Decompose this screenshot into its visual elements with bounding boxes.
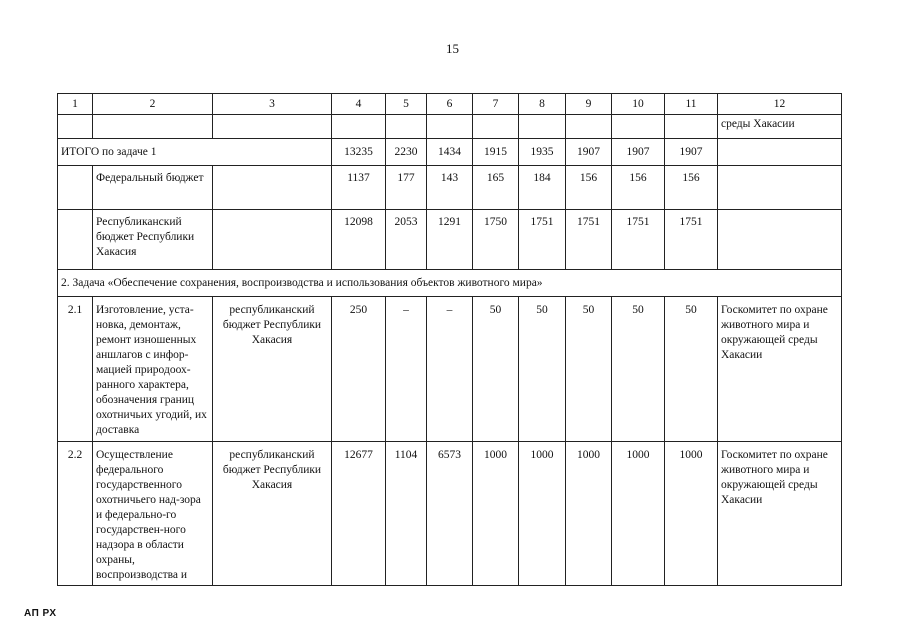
federal-budget-row — [58, 166, 842, 210]
value-cell: 1750 — [473, 210, 519, 270]
header-cell: 1 — [58, 94, 93, 115]
value-cell: 1000 — [665, 442, 718, 586]
footer-mark: АП РХ — [24, 608, 57, 619]
value-cell: 50 — [566, 297, 612, 442]
value-cell: – — [386, 297, 427, 442]
value-cell: 50 — [612, 297, 665, 442]
funding-source: республиканский бюджет Республики Хакасия — [213, 297, 332, 442]
header-row — [58, 94, 842, 115]
header-cell: 6 — [427, 94, 473, 115]
page-number: 15 — [446, 41, 459, 56]
executor-cell: среды Хакасии — [718, 115, 842, 139]
value-cell: 50 — [473, 297, 519, 442]
budget-label: Федеральный бюджет — [93, 166, 213, 210]
value-cell: 1907 — [665, 139, 718, 166]
value-cell: 13235 — [332, 139, 386, 166]
task-heading-row — [58, 270, 842, 297]
header-cell: 12 — [718, 94, 842, 115]
budget-label: Республиканский бюджет Республики Хакасия — [93, 210, 213, 270]
value-cell: 1907 — [566, 139, 612, 166]
value-cell: 143 — [427, 166, 473, 210]
value-cell: 1291 — [427, 210, 473, 270]
value-cell: 1104 — [386, 442, 427, 586]
header-cell: 3 — [213, 94, 332, 115]
total-row — [58, 139, 842, 166]
header-cell: 5 — [386, 94, 427, 115]
header-cell: 9 — [566, 94, 612, 115]
total-label: ИТОГО по задаче 1 — [58, 139, 332, 166]
value-cell: 1907 — [612, 139, 665, 166]
activity-description: Осуществление федерального государственного охотничьего над-зора и федерально-го государствен-ного надзора в области охраны, воспроизводства и — [93, 442, 213, 586]
value-cell: 1751 — [612, 210, 665, 270]
value-cell: 12098 — [332, 210, 386, 270]
value-cell: 1915 — [473, 139, 519, 166]
value-cell: 2053 — [386, 210, 427, 270]
value-cell: 12677 — [332, 442, 386, 586]
activity-row — [58, 442, 842, 586]
value-cell: 50 — [665, 297, 718, 442]
value-cell: 165 — [473, 166, 519, 210]
value-cell: 1751 — [519, 210, 566, 270]
header-cell: 8 — [519, 94, 566, 115]
item-number: 2.1 — [58, 297, 93, 442]
value-cell: 2230 — [386, 139, 427, 166]
value-cell: 156 — [665, 166, 718, 210]
activity-row — [58, 297, 842, 442]
value-cell: 1000 — [473, 442, 519, 586]
header-cell: 4 — [332, 94, 386, 115]
value-cell: 50 — [519, 297, 566, 442]
value-cell: 156 — [566, 166, 612, 210]
item-number: 2.2 — [58, 442, 93, 586]
republic-budget-row — [58, 210, 842, 270]
value-cell: – — [427, 297, 473, 442]
header-cell: 7 — [473, 94, 519, 115]
program-table — [57, 93, 842, 586]
value-cell: 1137 — [332, 166, 386, 210]
value-cell: 1751 — [665, 210, 718, 270]
value-cell: 1751 — [566, 210, 612, 270]
value-cell: 156 — [612, 166, 665, 210]
value-cell: 184 — [519, 166, 566, 210]
executor-cell: Госкомитет по охране животного мира и окружающей среды Хакасии — [718, 442, 842, 586]
header-cell: 2 — [93, 94, 213, 115]
value-cell: 1000 — [612, 442, 665, 586]
value-cell: 1000 — [566, 442, 612, 586]
value-cell: 1434 — [427, 139, 473, 166]
executor-cell: Госкомитет по охране животного мира и окружающей среды Хакасии — [718, 297, 842, 442]
value-cell: 250 — [332, 297, 386, 442]
value-cell: 1935 — [519, 139, 566, 166]
activity-description: Изготовление, уста-новка, демонтаж, ремонт изношенных аншлагов с инфор-мацией природоох-ранного характера, обозначения границ охотничьих угодий, их доставка — [93, 297, 213, 442]
value-cell: 177 — [386, 166, 427, 210]
header-cell: 10 — [612, 94, 665, 115]
value-cell: 1000 — [519, 442, 566, 586]
header-cell: 11 — [665, 94, 718, 115]
task-title: 2. Задача «Обеспечение сохранения, воспроизводства и использования объектов животного мира» — [58, 270, 842, 297]
funding-source: республиканский бюджет Республики Хакасия — [213, 442, 332, 586]
continuation-row — [58, 115, 842, 139]
value-cell: 6573 — [427, 442, 473, 586]
